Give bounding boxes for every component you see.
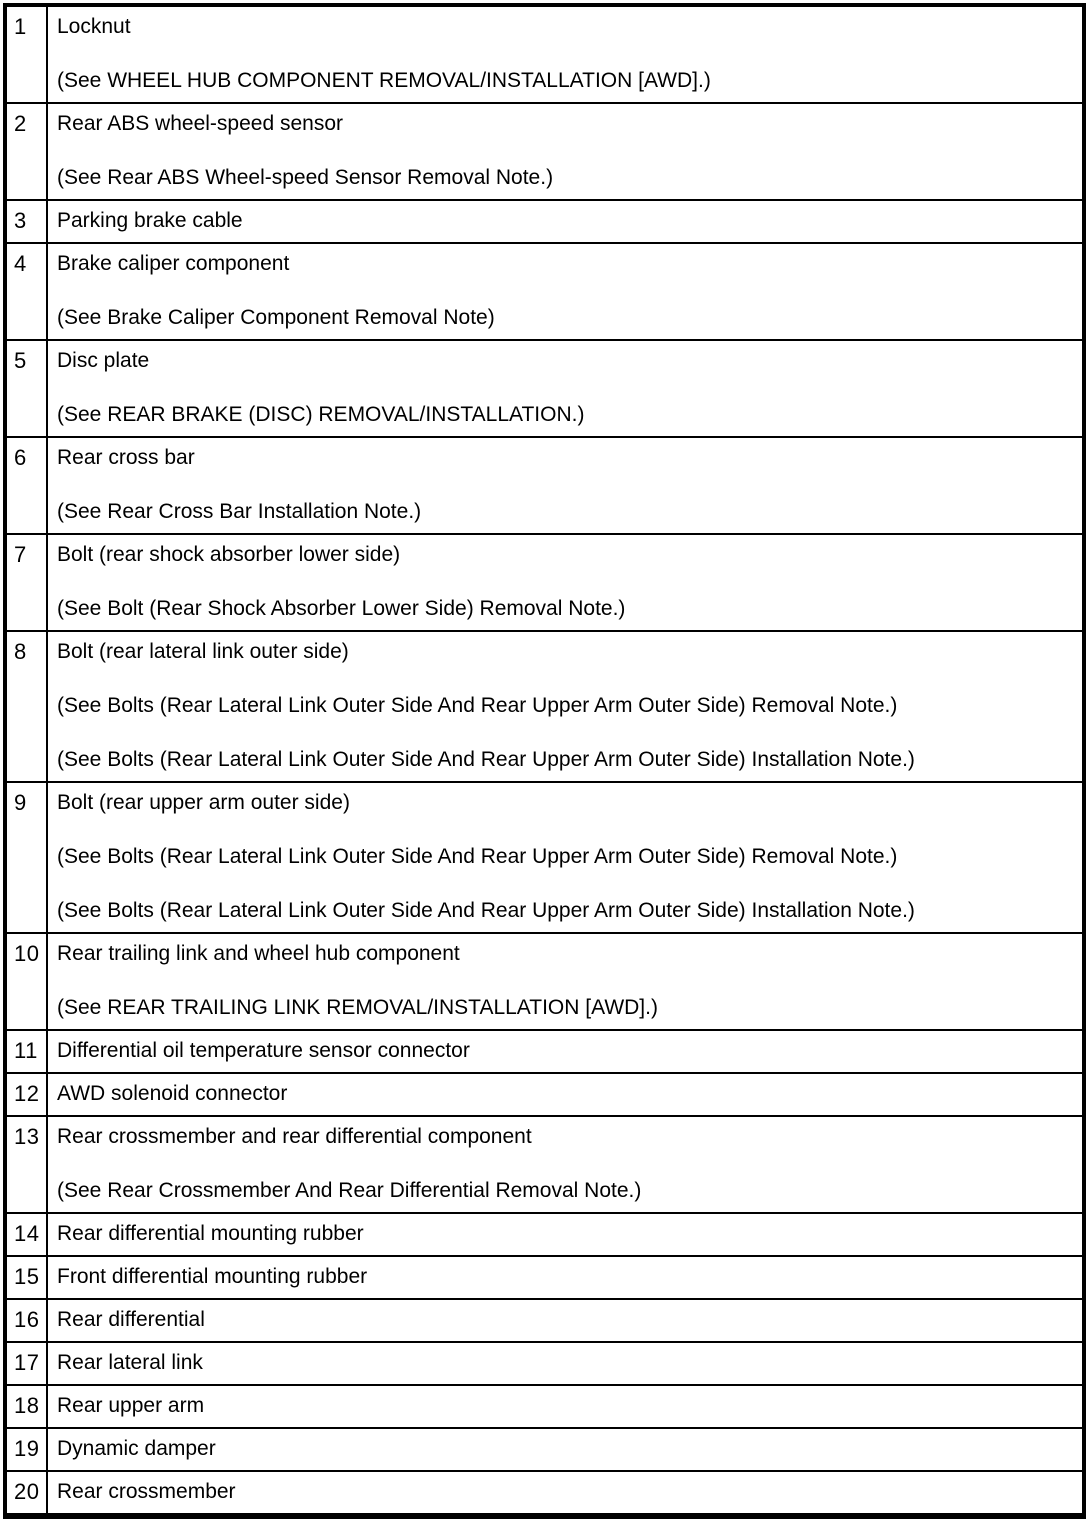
table-row [7,1427,1082,1470]
table-row [7,781,1082,932]
part-name: Rear differential mounting rubber [57,1222,364,1245]
row-description [48,201,1082,242]
table-row [7,199,1082,242]
table-row [7,1470,1082,1513]
part-note: (See Rear Cross Bar Installation Note.) [57,500,422,523]
part-name: Dynamic damper [57,1437,216,1460]
row-number: 1 [7,7,48,102]
row-description [48,1343,1082,1384]
row-description [48,7,1082,102]
row-number: 10 [7,934,48,1029]
row-description [48,1300,1082,1341]
part-name: Parking brake cable [57,209,243,232]
table-row [7,1212,1082,1255]
row-number: 12 [7,1074,48,1115]
part-name: Bolt (rear lateral link outer side) [57,640,349,663]
part-name: Rear ABS wheel-speed sensor [57,112,343,135]
part-name: Rear upper arm [57,1394,205,1417]
table-row [7,7,1082,102]
part-name: Front differential mounting rubber [57,1265,368,1288]
table-row [7,932,1082,1029]
row-description [48,1472,1082,1513]
part-name: Bolt (rear shock absorber lower side) [57,543,401,566]
row-description [48,1386,1082,1427]
row-description [48,341,1082,436]
table-row [7,533,1082,630]
part-note: (See Bolts (Rear Lateral Link Outer Side And Rear Upper Arm Outer Side) Installation Note.) [57,748,915,771]
part-note: (See WHEEL HUB COMPONENT REMOVAL/INSTALLATION [AWD].) [57,69,711,92]
row-description [48,1117,1082,1212]
part-name: Locknut [57,15,131,38]
part-note: (See Rear ABS Wheel-speed Sensor Removal Note.) [57,166,554,189]
table-row [7,1298,1082,1341]
part-name: Disc plate [57,349,150,372]
row-number: 16 [7,1300,48,1341]
row-description [48,104,1082,199]
table-row [7,1255,1082,1298]
part-note: (See Bolts (Rear Lateral Link Outer Side And Rear Upper Arm Outer Side) Installation Note.) [57,899,915,922]
part-note: (See Bolts (Rear Lateral Link Outer Side And Rear Upper Arm Outer Side) Removal Note.) [57,845,898,868]
row-number: 20 [7,1472,48,1513]
table-row [7,1341,1082,1384]
row-number: 6 [7,438,48,533]
table-row [7,339,1082,436]
row-description [48,783,1082,932]
part-name: Rear cross bar [57,446,195,469]
row-description [48,632,1082,781]
row-number: 17 [7,1343,48,1384]
row-number: 18 [7,1386,48,1427]
part-name: Brake caliper component [57,252,290,275]
row-number: 14 [7,1214,48,1255]
table-row [7,1384,1082,1427]
part-name: Rear differential [57,1308,205,1331]
table-row [7,1115,1082,1212]
part-note: (See REAR TRAILING LINK REMOVAL/INSTALLATION [AWD].) [57,996,658,1019]
parts-table [3,3,1086,1519]
row-number: 3 [7,201,48,242]
part-note: (See Bolts (Rear Lateral Link Outer Side And Rear Upper Arm Outer Side) Removal Note.) [57,694,898,717]
part-name: Differential oil temperature sensor connector [57,1039,470,1062]
row-description [48,1074,1082,1115]
table-row [7,1072,1082,1115]
part-name: Rear lateral link [57,1351,203,1374]
row-description [48,934,1082,1029]
row-description [48,1214,1082,1255]
table-row [7,630,1082,781]
row-number: 9 [7,783,48,932]
part-name: Rear crossmember [57,1480,236,1503]
table-row [7,436,1082,533]
row-description [48,1429,1082,1470]
row-number: 19 [7,1429,48,1470]
part-name: Rear trailing link and wheel hub component [57,942,460,965]
row-number: 2 [7,104,48,199]
part-name: Bolt (rear upper arm outer side) [57,791,350,814]
part-note: (See Brake Caliper Component Removal Note) [57,306,495,329]
part-name: Rear crossmember and rear differential component [57,1125,532,1148]
row-description [48,438,1082,533]
row-description [48,1257,1082,1298]
row-number: 7 [7,535,48,630]
row-number: 8 [7,632,48,781]
row-number: 15 [7,1257,48,1298]
part-note: (See Bolt (Rear Shock Absorber Lower Side) Removal Note.) [57,597,626,620]
row-number: 5 [7,341,48,436]
row-description [48,1031,1082,1072]
row-number: 11 [7,1031,48,1072]
row-number: 4 [7,244,48,339]
table-row [7,102,1082,199]
table-row [7,242,1082,339]
table-row [7,1029,1082,1072]
row-description [48,244,1082,339]
part-note: (See REAR BRAKE (DISC) REMOVAL/INSTALLATION.) [57,403,585,426]
part-name: AWD solenoid connector [57,1082,288,1105]
row-description [48,535,1082,630]
part-note: (See Rear Crossmember And Rear Differential Removal Note.) [57,1179,642,1202]
row-number: 13 [7,1117,48,1212]
